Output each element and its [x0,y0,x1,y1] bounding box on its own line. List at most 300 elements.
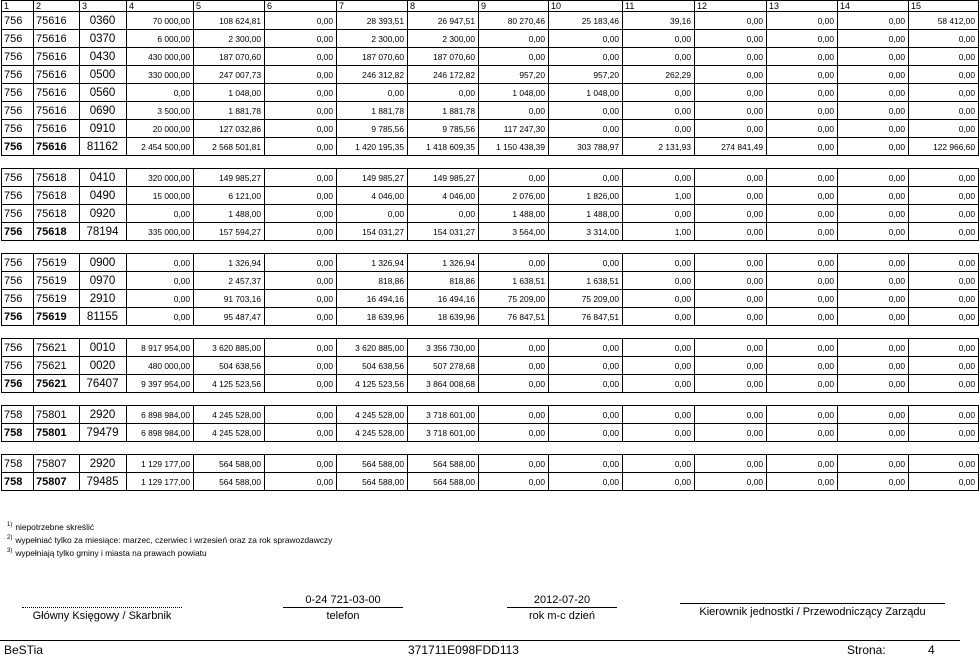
cell-col-6: 0,00 [265,254,337,272]
cell-col-9: 0,00 [479,473,549,491]
cell-col-2: 75616 [34,30,80,48]
cell-col-2: 75618 [34,169,80,187]
cell-col-2: 75618 [34,223,80,241]
table-row-total [2,138,979,156]
footnote [7,546,332,559]
cell-col-3: 0370 [80,30,127,48]
cell-col-7: 1 420 195,35 [337,138,408,156]
cell-col-9: 76 847,51 [479,308,549,326]
cell-col-4: 8 917 954,00 [127,339,194,357]
column-number-7: 7 [337,1,408,12]
cell-col-4: 2 454 500,00 [127,138,194,156]
cell-col-5: 1 881,78 [194,102,265,120]
cell-col-4: 1 129 177,00 [127,473,194,491]
cell-col-11: 0,00 [623,290,695,308]
cell-col-8: 3 718 601,00 [408,424,479,442]
cell-col-14: 0,00 [838,169,909,187]
cell-col-7: 1 881,78 [337,102,408,120]
page-number: 4 [928,643,935,657]
cell-col-11: 0,00 [623,169,695,187]
cell-col-14: 0,00 [838,357,909,375]
cell-col-2: 75619 [34,272,80,290]
cell-col-4: 0,00 [127,308,194,326]
cell-col-7: 564 588,00 [337,455,408,473]
cell-col-1: 756 [2,48,34,66]
footnote-text: niepotrzebne skreślić [15,521,95,532]
cell-col-2: 75618 [34,205,80,223]
cell-col-4: 15 000,00 [127,187,194,205]
cell-col-15: 0,00 [909,375,979,393]
cell-col-4: 6 898 984,00 [127,406,194,424]
cell-col-15: 0,00 [909,48,979,66]
accountant-label: Główny Księgowy / Skarbnik [32,610,172,622]
cell-col-13: 0,00 [767,223,838,241]
cell-col-3: 2910 [80,290,127,308]
column-number-13: 13 [767,1,838,12]
cell-col-8: 154 031,27 [408,223,479,241]
cell-col-12: 0,00 [695,66,767,84]
footnote-text: wypełniają tylko gminy i miasta na prawach powiatu [15,547,207,558]
cell-col-10: 0,00 [549,102,623,120]
cell-col-7: 149 985,27 [337,169,408,187]
cell-col-7: 0,00 [337,84,408,102]
cell-col-9: 1 488,00 [479,205,549,223]
cell-col-9: 0,00 [479,30,549,48]
accountant-signature [22,593,182,624]
cell-col-11: 1,00 [623,187,695,205]
cell-col-1: 756 [2,290,34,308]
cell-col-7: 154 031,27 [337,223,408,241]
cell-col-8: 26 947,51 [408,12,479,30]
cell-col-9: 0,00 [479,455,549,473]
cell-col-14: 0,00 [838,102,909,120]
cell-col-4: 9 397 954,00 [127,375,194,393]
cell-col-10: 1 488,00 [549,205,623,223]
cell-col-6: 0,00 [265,84,337,102]
cell-col-15: 122 966,60 [909,138,979,156]
cell-col-14: 0,00 [838,272,909,290]
cell-col-2: 75616 [34,102,80,120]
cell-col-1: 756 [2,66,34,84]
cell-col-8: 1 881,78 [408,102,479,120]
cell-col-12: 0,00 [695,102,767,120]
cell-col-11: 39,16 [623,12,695,30]
table-body [2,1,979,491]
cell-col-6: 0,00 [265,375,337,393]
cell-col-13: 0,00 [767,406,838,424]
table-row-total [2,223,979,241]
cell-col-8: 3 356 730,00 [408,339,479,357]
footnote-mark: 2) [7,534,13,541]
cell-col-3: 0490 [80,187,127,205]
cell-col-12: 0,00 [695,406,767,424]
cell-col-4: 335 000,00 [127,223,194,241]
cell-col-9: 957,20 [479,66,549,84]
page-footer [0,640,960,657]
cell-col-10: 303 788,97 [549,138,623,156]
cell-col-6: 0,00 [265,12,337,30]
cell-col-5: 6 121,00 [194,187,265,205]
cell-col-13: 0,00 [767,84,838,102]
cell-col-6: 0,00 [265,357,337,375]
date-label: rok m-c dzień [528,610,596,622]
column-number-9: 9 [479,1,549,12]
cell-col-15: 0,00 [909,205,979,223]
cell-col-12: 0,00 [695,357,767,375]
date-field [507,593,617,624]
cell-col-2: 75616 [34,84,80,102]
cell-col-12: 0,00 [695,48,767,66]
cell-col-12: 0,00 [695,169,767,187]
cell-col-7: 187 070,60 [337,48,408,66]
cell-col-1: 756 [2,84,34,102]
cell-col-8: 2 300,00 [408,30,479,48]
cell-col-5: 91 703,16 [194,290,265,308]
cell-col-1: 756 [2,272,34,290]
cell-col-9: 75 209,00 [479,290,549,308]
app-name: BeSTia [4,643,43,657]
cell-col-15: 0,00 [909,30,979,48]
table-row [2,406,979,424]
footnote [7,520,332,533]
cell-col-8: 564 588,00 [408,473,479,491]
cell-col-5: 1 488,00 [194,205,265,223]
cell-col-9: 0,00 [479,48,549,66]
cell-col-1: 756 [2,254,34,272]
cell-col-15: 0,00 [909,473,979,491]
cell-col-11: 0,00 [623,424,695,442]
cell-col-9: 0,00 [479,339,549,357]
cell-col-10: 0,00 [549,357,623,375]
cell-col-13: 0,00 [767,120,838,138]
cell-col-7: 818,86 [337,272,408,290]
cell-col-13: 0,00 [767,424,838,442]
cell-col-2: 75807 [34,473,80,491]
cell-col-7: 3 620 885,00 [337,339,408,357]
cell-col-5: 2 568 501,81 [194,138,265,156]
cell-col-14: 0,00 [838,254,909,272]
data-table [1,0,979,491]
cell-col-1: 756 [2,187,34,205]
cell-col-13: 0,00 [767,169,838,187]
cell-col-11: 0,00 [623,84,695,102]
cell-col-2: 75619 [34,254,80,272]
cell-col-10: 0,00 [549,120,623,138]
cell-col-8: 507 278,68 [408,357,479,375]
cell-col-14: 0,00 [838,138,909,156]
cell-col-4: 0,00 [127,254,194,272]
cell-col-13: 0,00 [767,187,838,205]
cell-col-13: 0,00 [767,339,838,357]
cell-col-4: 480 000,00 [127,357,194,375]
cell-col-13: 0,00 [767,48,838,66]
cell-col-11: 0,00 [623,406,695,424]
cell-col-12: 0,00 [695,473,767,491]
column-number-header [2,1,979,12]
cell-col-11: 0,00 [623,339,695,357]
cell-col-7: 504 638,56 [337,357,408,375]
cell-col-13: 0,00 [767,254,838,272]
group-spacer [2,393,979,406]
column-number-8: 8 [408,1,479,12]
cell-col-4: 330 000,00 [127,66,194,84]
cell-col-11: 0,00 [623,473,695,491]
table-row [2,272,979,290]
cell-col-13: 0,00 [767,138,838,156]
table-row-total [2,308,979,326]
cell-col-3: 0970 [80,272,127,290]
cell-col-2: 75621 [34,357,80,375]
cell-col-15: 0,00 [909,272,979,290]
footnote-text: wypełniać tylko za miesiące: marzec, czerwiec i wrzesień oraz za rok sprawozdawczy [15,534,333,545]
cell-col-2: 75618 [34,187,80,205]
page-label: Strona: [847,643,886,657]
cell-col-10: 0,00 [549,455,623,473]
table-row [2,357,979,375]
cell-col-5: 1 326,94 [194,254,265,272]
table-row [2,120,979,138]
cell-col-10: 0,00 [549,169,623,187]
cell-col-14: 0,00 [838,30,909,48]
cell-col-12: 0,00 [695,375,767,393]
cell-col-1: 756 [2,102,34,120]
cell-col-5: 247 007,73 [194,66,265,84]
table-row [2,84,979,102]
cell-col-7: 4 125 523,56 [337,375,408,393]
cell-col-3: 0910 [80,120,127,138]
cell-col-10: 25 183,46 [549,12,623,30]
cell-col-11: 0,00 [623,455,695,473]
column-number-5: 5 [194,1,265,12]
cell-col-10: 1 638,51 [549,272,623,290]
cell-col-15: 58 412,00 [909,12,979,30]
cell-col-4: 3 500,00 [127,102,194,120]
cell-col-6: 0,00 [265,424,337,442]
cell-col-10: 0,00 [549,254,623,272]
cell-col-7: 28 393,51 [337,12,408,30]
column-number-4: 4 [127,1,194,12]
cell-col-2: 75621 [34,375,80,393]
cell-col-1: 756 [2,308,34,326]
cell-col-5: 2 457,37 [194,272,265,290]
cell-col-8: 187 070,60 [408,48,479,66]
cell-col-6: 0,00 [265,169,337,187]
cell-col-11: 0,00 [623,254,695,272]
cell-col-5: 3 620 885,00 [194,339,265,357]
cell-col-8: 149 985,27 [408,169,479,187]
cell-col-4: 0,00 [127,84,194,102]
cell-col-2: 75616 [34,12,80,30]
cell-col-7: 246 312,82 [337,66,408,84]
cell-col-1: 756 [2,205,34,223]
cell-col-10: 957,20 [549,66,623,84]
cell-col-14: 0,00 [838,48,909,66]
cell-col-5: 2 300,00 [194,30,265,48]
cell-col-11: 0,00 [623,375,695,393]
cell-col-1: 756 [2,357,34,375]
cell-col-1: 756 [2,223,34,241]
cell-col-4: 6 000,00 [127,30,194,48]
footnote-mark: 1) [7,522,13,528]
cell-col-7: 564 588,00 [337,473,408,491]
cell-col-15: 0,00 [909,424,979,442]
cell-col-14: 0,00 [838,12,909,30]
cell-col-5: 127 032,86 [194,120,265,138]
group-spacer [2,241,979,254]
cell-col-5: 564 588,00 [194,473,265,491]
cell-col-12: 0,00 [695,12,767,30]
cell-col-12: 0,00 [695,187,767,205]
group-spacer [2,326,979,339]
cell-col-4: 70 000,00 [127,12,194,30]
cell-col-3: 0020 [80,357,127,375]
column-number-14: 14 [838,1,909,12]
column-number-3: 3 [80,1,127,12]
cell-col-4: 1 129 177,00 [127,455,194,473]
table-row [2,12,979,30]
cell-col-8: 9 785,56 [408,120,479,138]
cell-col-7: 4 245 528,00 [337,406,408,424]
cell-col-8: 3 718 601,00 [408,406,479,424]
cell-col-14: 0,00 [838,473,909,491]
cell-col-10: 0,00 [549,375,623,393]
cell-col-9: 117 247,30 [479,120,549,138]
cell-col-1: 756 [2,30,34,48]
cell-col-1: 756 [2,339,34,357]
cell-col-13: 0,00 [767,455,838,473]
cell-col-9: 2 076,00 [479,187,549,205]
cell-col-3: 81162 [80,138,127,156]
cell-col-15: 0,00 [909,223,979,241]
table-row [2,30,979,48]
cell-col-6: 0,00 [265,223,337,241]
table-row [2,205,979,223]
cell-col-1: 758 [2,473,34,491]
table-row [2,187,979,205]
cell-col-7: 0,00 [337,205,408,223]
cell-col-9: 0,00 [479,424,549,442]
cell-col-11: 0,00 [623,120,695,138]
cell-col-13: 0,00 [767,12,838,30]
cell-col-2: 75619 [34,308,80,326]
phone-field [283,593,403,624]
cell-col-12: 274 841,49 [695,138,767,156]
cell-col-13: 0,00 [767,272,838,290]
table-row [2,169,979,187]
cell-col-11: 262,29 [623,66,695,84]
cell-col-10: 0,00 [549,424,623,442]
cell-col-6: 0,00 [265,30,337,48]
cell-col-15: 0,00 [909,357,979,375]
cell-col-6: 0,00 [265,66,337,84]
cell-col-13: 0,00 [767,357,838,375]
cell-col-3: 0360 [80,12,127,30]
cell-col-11: 0,00 [623,357,695,375]
cell-col-1: 756 [2,120,34,138]
cell-col-13: 0,00 [767,102,838,120]
cell-col-14: 0,00 [838,120,909,138]
cell-col-15: 0,00 [909,120,979,138]
cell-col-9: 80 270,46 [479,12,549,30]
cell-col-15: 0,00 [909,290,979,308]
cell-col-13: 0,00 [767,30,838,48]
cell-col-9: 1 638,51 [479,272,549,290]
cell-col-11: 1,00 [623,223,695,241]
cell-col-5: 4 125 523,56 [194,375,265,393]
cell-col-8: 0,00 [408,84,479,102]
column-number-15: 15 [909,1,979,12]
cell-col-3: 2920 [80,455,127,473]
table-row [2,102,979,120]
cell-col-2: 75616 [34,66,80,84]
cell-col-2: 75807 [34,455,80,473]
cell-col-15: 0,00 [909,339,979,357]
cell-col-8: 246 172,82 [408,66,479,84]
cell-col-3: 78194 [80,223,127,241]
cell-col-2: 75616 [34,120,80,138]
cell-col-6: 0,00 [265,455,337,473]
cell-col-5: 1 048,00 [194,84,265,102]
cell-col-3: 0690 [80,102,127,120]
cell-col-4: 0,00 [127,272,194,290]
table-row [2,455,979,473]
cell-col-4: 430 000,00 [127,48,194,66]
cell-col-15: 0,00 [909,66,979,84]
cell-col-3: 0560 [80,84,127,102]
cell-col-10: 1 048,00 [549,84,623,102]
cell-col-11: 0,00 [623,272,695,290]
footnote-mark: 3) [7,547,13,554]
cell-col-12: 0,00 [695,339,767,357]
cell-col-6: 0,00 [265,120,337,138]
cell-col-15: 0,00 [909,254,979,272]
cell-col-9: 3 564,00 [479,223,549,241]
cell-col-15: 0,00 [909,455,979,473]
cell-col-3: 0900 [80,254,127,272]
column-number-1: 1 [2,1,34,12]
cell-col-10: 0,00 [549,406,623,424]
cell-col-12: 0,00 [695,205,767,223]
table-row [2,254,979,272]
cell-col-3: 0410 [80,169,127,187]
cell-col-11: 0,00 [623,205,695,223]
cell-col-3: 81155 [80,308,127,326]
cell-col-15: 0,00 [909,84,979,102]
cell-col-6: 0,00 [265,406,337,424]
cell-col-14: 0,00 [838,66,909,84]
cell-col-1: 758 [2,424,34,442]
cell-col-4: 0,00 [127,290,194,308]
cell-col-7: 16 494,16 [337,290,408,308]
cell-col-1: 758 [2,406,34,424]
cell-col-11: 0,00 [623,102,695,120]
cell-col-14: 0,00 [838,406,909,424]
cell-col-5: 4 245 528,00 [194,406,265,424]
cell-col-7: 1 326,94 [337,254,408,272]
cell-col-11: 0,00 [623,48,695,66]
table-row [2,339,979,357]
cell-col-7: 4 046,00 [337,187,408,205]
cell-col-15: 0,00 [909,308,979,326]
cell-col-8: 16 494,16 [408,290,479,308]
cell-col-5: 157 594,27 [194,223,265,241]
cell-col-8: 1 326,94 [408,254,479,272]
column-number-11: 11 [623,1,695,12]
cell-col-10: 3 314,00 [549,223,623,241]
date-value: 2012-07-20 [533,594,591,606]
cell-col-9: 0,00 [479,375,549,393]
table-row-total [2,424,979,442]
